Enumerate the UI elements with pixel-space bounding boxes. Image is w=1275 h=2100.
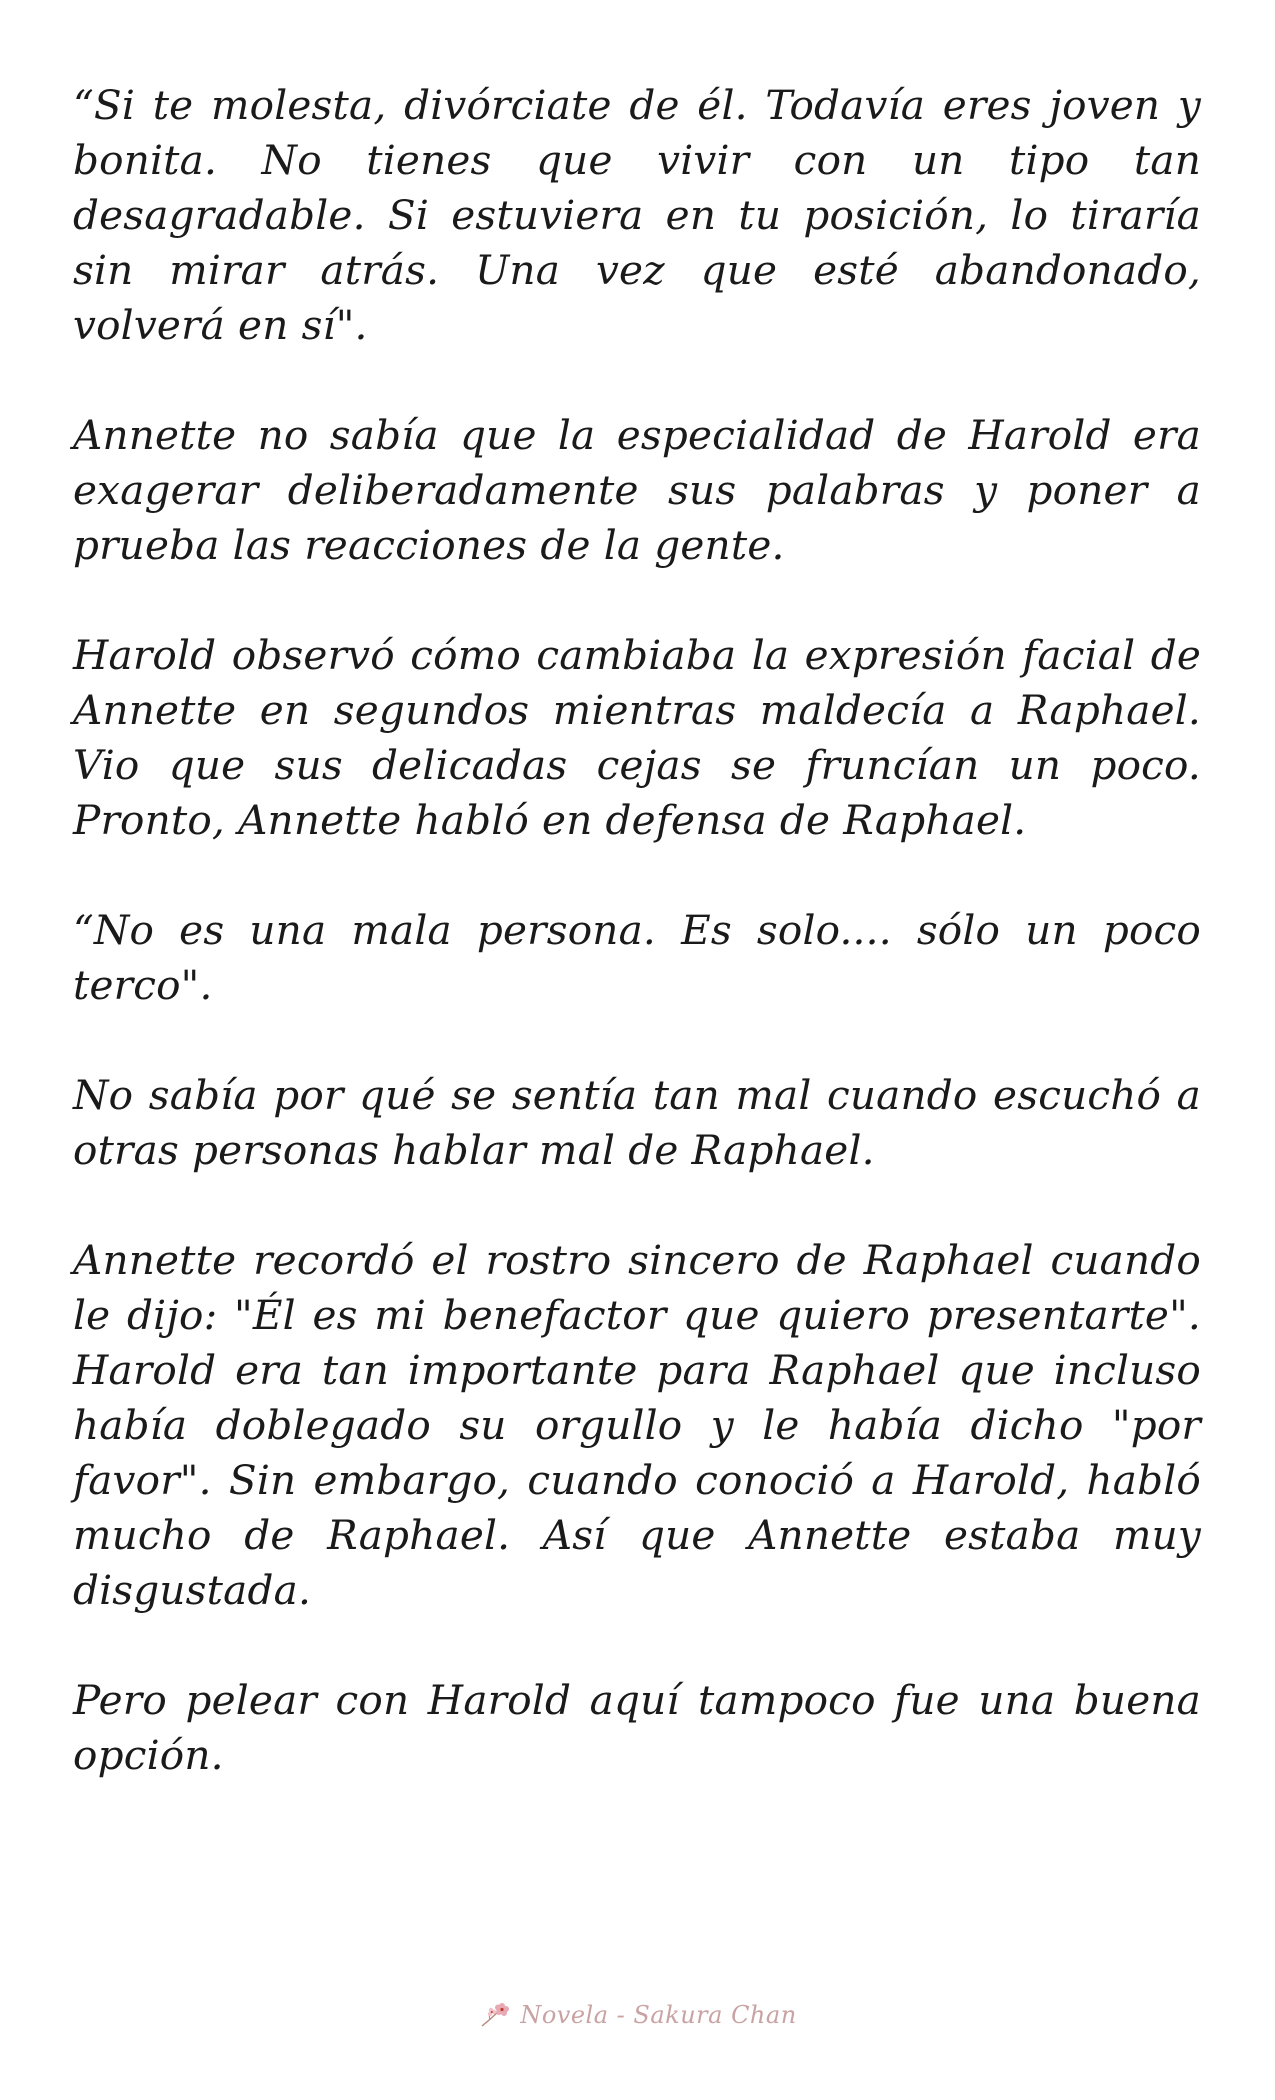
- page-body: [73, 78, 1201, 1783]
- paragraph-5: No sabía por qué se sentía tan mal cuando escuchó a otras personas hablar mal de Raphael.: [73, 1071, 1201, 1174]
- paragraph-4: “No es una mala persona. Es solo.... sólo un poco terco".: [73, 906, 1201, 1009]
- paragraph-2: Annette no sabía que la especialidad de Harold era exagerar deliberadamente sus palabras y poner a prueba las reacciones de la gente.: [73, 411, 1201, 569]
- paragraph-7: Pero pelear con Harold aquí tampoco fue una buena opción.: [73, 1676, 1201, 1779]
- paragraph-3: Harold observó cómo cambiaba la expresión facial de Annette en segundos mientras maldecía a Raphael. Vio que sus delicadas cejas se fruncían un poco. Pronto, Annette habló en defensa de Raphael.: [73, 631, 1201, 844]
- paragraph-6: Annette recordó el rostro sincero de Raphael cuando le dijo: "Él es mi benefactor que quiero presentarte". Harold era tan importante para Raphael que incluso había doblegado su orgullo y le había dicho "por favor". Sin embargo, cuando conoció a Harold, habló mucho de Raphael. Así que Annette estaba muy disgustada.: [73, 1236, 1201, 1614]
- watermark-text: Novela - Sakura Chan: [520, 2001, 797, 2029]
- watermark-footer: [0, 1998, 1275, 2032]
- paragraph-1: “Si te molesta, divórciate de él. Todavía eres joven y bonita. No tienes que vivir con un tipo tan desagradable. Si estuviera en tu posición, lo tiraría sin mirar atrás. Una vez que esté abandonado, volverá en sí".: [73, 81, 1201, 349]
- sakura-flower-icon: [478, 1998, 512, 2032]
